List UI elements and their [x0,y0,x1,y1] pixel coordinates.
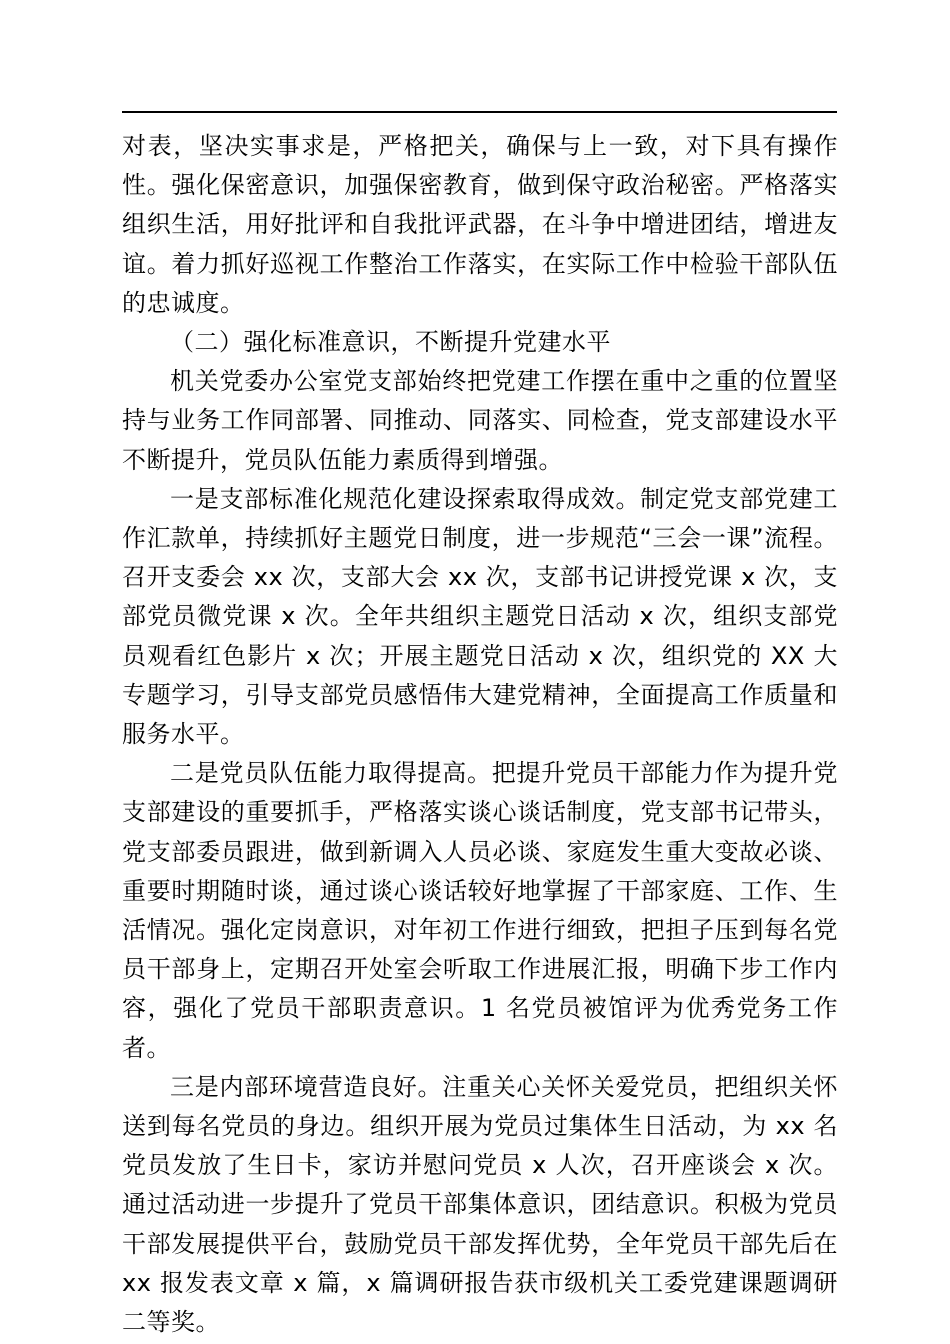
paragraph-point-1: 一是支部标准化规范化建设探索取得成效。制定党支部党建工作汇款单，持续抓好主题党日制度，进一步规范“三会一课”流程。召开支委会 xx 次，支部大会 xx 次，支部书记讲授党课 x 次，支部党员微党课 x 次。全年共组织主题党日活动 x 次，组织支部党员观看红色影片 x 次；开展主题党日活动 x 次，组织党的 XX 大专题学习，引导支部党员感悟伟大建党精神，全面提高工作质量和服务水平。 [122,484,838,749]
paragraph-point-2: 二是党员队伍能力取得提高。把提升党员干部能力作为提升党支部建设的重要抓手，严格落实谈心谈话制度，党支部书记带头，党支部委员跟进，做到新调入人员必谈、家庭发生重大变故必谈、重要时期随时谈，通过谈心谈话较好地掌握了干部家庭、工作、生活情况。强化定岗意识，对年初工作进行细致，把担子压到每名党员干部身上，定期召开处室会听取工作进展汇报，明确下步工作内容，强化了党员干部职责意识。1 名党员被馆评为优秀党务工作者。 [122,759,838,1062]
header-rule [122,111,837,113]
paragraph-point-3: 三是内部环境营造良好。注重关心关怀关爱党员，把组织关怀送到每名党员的身边。组织开展为党员过集体生日活动，为 xx 名党员发放了生日卡，家访并慰问党员 x 人次，召开座谈会 x 次。通过活动进一步提升了党员干部集体意识，团结意识。积极为党员干部发展提供平台，鼓励党员干部发挥优势，全年党员干部先后在 xx 报发表文章 x 篇，x 篇调研报告获市级机关工委党建课题调研二等奖。 [122,1072,838,1337]
paragraph-intro: 机关党委办公室党支部始终把党建工作摆在重中之重的位置坚持与业务工作同部署、同推动、同落实、同检查，党支部建设水平不断提升，党员队伍能力素质得到增强。 [122,367,838,474]
paragraph-continuation: 对表，坚决实事求是，严格把关，确保与上一致，对下具有操作性。强化保密意识，加强保密教育，做到保守政治秘密。严格落实组织生活，用好批评和自我批评武器，在斗争中增进团结，增进友谊。着力抓好巡视工作整治工作落实，在实际工作中检验干部队伍的忠诚度。 [122,132,838,317]
document-body [122,127,838,1342]
section-heading-2: （二）强化标准意识，不断提升党建水平 [170,328,611,357]
